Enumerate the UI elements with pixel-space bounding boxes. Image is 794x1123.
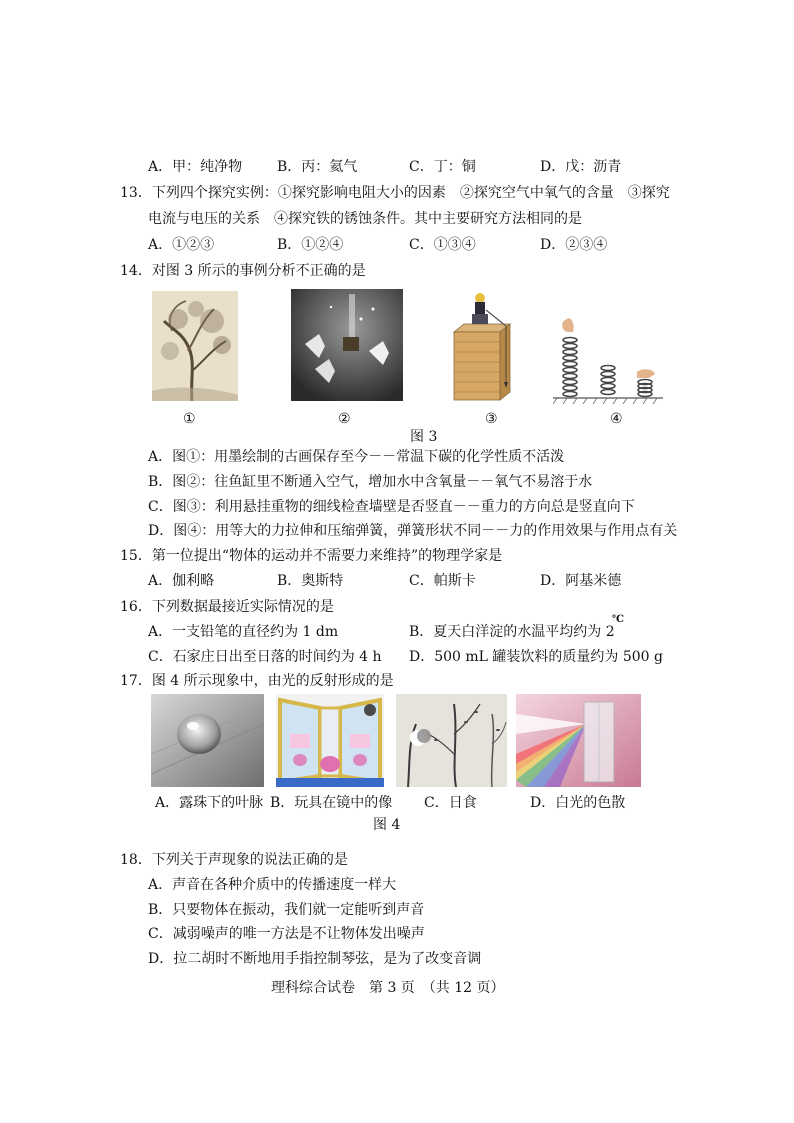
q16-stem: 16．下列数据最接近实际情况的是 bbox=[120, 599, 334, 615]
q13-option-d: D．②③④ bbox=[540, 237, 608, 253]
q13-stem-line2: 电流与电压的关系 ④探究铁的锈蚀条件。其中主要研究方法相同的是 bbox=[148, 211, 582, 227]
ancient-ink-painting-image bbox=[152, 291, 238, 401]
q15-option-a: A．伽利略 bbox=[148, 573, 215, 589]
q18-option-a: A．声音在各种介质中的传播速度一样大 bbox=[148, 877, 397, 893]
q14-option-b: B．图②：往鱼缸里不断通入空气，增加水中含氧量－－氧气不易溶于水 bbox=[148, 474, 593, 490]
q12-option-c: C．丁：铜 bbox=[409, 159, 476, 175]
q17-caption-a: A．露珠下的叶脉 bbox=[155, 795, 264, 811]
prism-dispersion-image bbox=[516, 694, 641, 787]
figure4-caption: 图 4 bbox=[373, 817, 401, 833]
q12-option-b: B．丙：氦气 bbox=[277, 159, 358, 175]
q18-stem: 18．下列关于声现象的说法正确的是 bbox=[120, 852, 348, 868]
q16-option-c: C．石家庄日出至日落的时间约为 4 h bbox=[148, 649, 382, 665]
q17-caption-c: C．日食 bbox=[424, 795, 477, 811]
spring-force-image bbox=[553, 318, 663, 404]
q17-caption-d: D．白光的色散 bbox=[530, 795, 626, 811]
toy-mirror-image bbox=[276, 694, 384, 787]
q14-option-d: D．图④：用等大的力拉伸和压缩弹簧，弹簧形状不同－－力的作用效果与作用点有关 bbox=[148, 523, 678, 539]
q15-option-d: D．阿基米德 bbox=[540, 573, 622, 589]
q13-option-b: B．①②④ bbox=[277, 237, 344, 253]
figure3-label-4: ④ bbox=[610, 411, 623, 427]
q14-option-a: A．图①：用墨绘制的古画保存至今－－常温下碳的化学性质不活泼 bbox=[148, 449, 565, 465]
q18-option-c: C．减弱噪声的唯一方法是不让物体发出噪声 bbox=[148, 926, 425, 942]
aquarium-fish-image bbox=[291, 289, 403, 401]
q18-option-d: D．拉二胡时不断地用手指控制琴弦，是为了改变音调 bbox=[148, 951, 482, 967]
dewdrop-leaf-image bbox=[151, 694, 264, 787]
q14-option-c: C．图③：利用悬挂重物的细线检查墙壁是否竖直－－重力的方向总是竖直向下 bbox=[148, 499, 635, 515]
q15-stem: 15．第一位提出“物体的运动并不需要力来维持”的物理学家是 bbox=[120, 548, 503, 564]
q16-option-a: A．一支铅笔的直径约为 1 dm bbox=[148, 624, 339, 640]
page-footer: 理科综合试卷 第 3 页 （共 12 页） bbox=[271, 980, 505, 996]
q13-stem-line1: 13．下列四个探究实例：①探究影响电阻大小的因素 ②探究空气中氧气的含量 ③探究 bbox=[120, 185, 670, 201]
figure3-label-3: ③ bbox=[485, 411, 498, 427]
q13-option-c: C．①③④ bbox=[409, 237, 476, 253]
q14-stem: 14．对图 3 所示的事例分析不正确的是 bbox=[120, 263, 366, 279]
q15-option-c: C．帕斯卡 bbox=[409, 573, 476, 589]
wall-plumb-line-image bbox=[444, 290, 522, 402]
q16-option-b: B．夏天白洋淀的水温平均约为 2 bbox=[409, 624, 615, 640]
q18-option-b: B．只要物体在振动，我们就一定能听到声音 bbox=[148, 902, 425, 918]
q17-caption-b: B．玩具在镜中的像 bbox=[270, 795, 393, 811]
figure3-label-1: ① bbox=[183, 411, 196, 427]
figure3-caption: 图 3 bbox=[410, 429, 438, 445]
q13-option-a: A．①②③ bbox=[148, 237, 215, 253]
celsius-unit: ℃ bbox=[612, 614, 624, 625]
q12-option-d: D．戊：沥青 bbox=[540, 159, 622, 175]
q15-option-b: B．奥斯特 bbox=[277, 573, 344, 589]
q12-option-a: A．甲：纯净物 bbox=[148, 159, 243, 175]
q17-stem: 17．图 4 所示现象中，由光的反射形成的是 bbox=[120, 673, 394, 689]
figure3-label-2: ② bbox=[338, 411, 351, 427]
q16-option-d: D．500 mL 罐装饮料的质量约为 500 g bbox=[409, 649, 664, 665]
solar-eclipse-image bbox=[396, 694, 507, 787]
